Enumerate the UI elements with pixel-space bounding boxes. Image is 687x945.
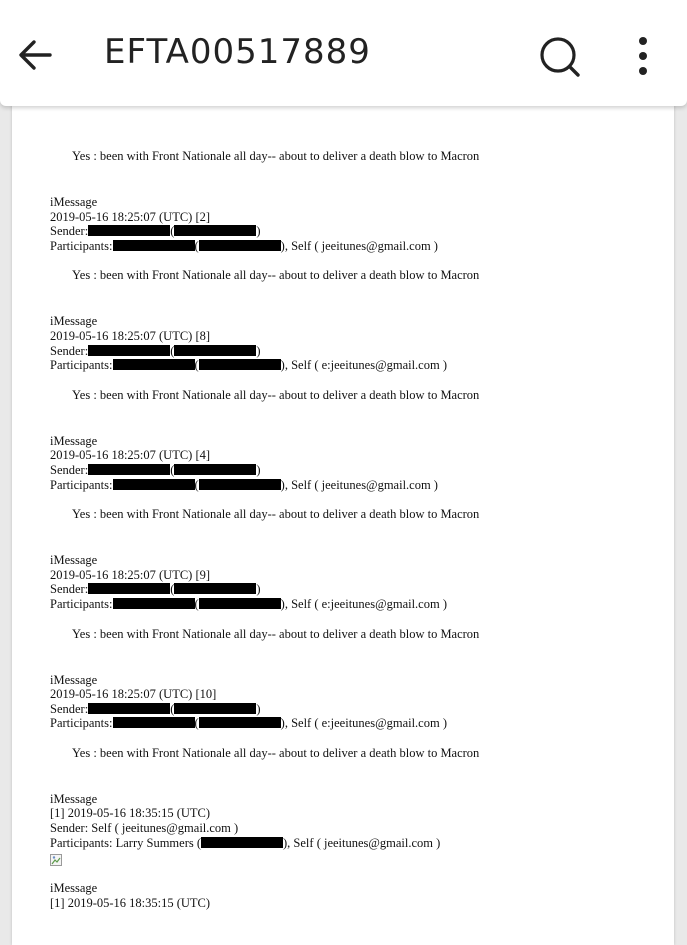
self-participant: ), Self ( jeeitunes@gmail.com ) xyxy=(283,835,441,850)
record-timestamp: 2019-05-16 18:25:07 (UTC) [2] xyxy=(50,209,211,224)
paren-open: ( xyxy=(170,224,175,239)
redaction-bar xyxy=(199,479,281,490)
sender-label: Sender: xyxy=(50,462,89,477)
redaction-bar xyxy=(201,837,283,848)
record-type: iMessage xyxy=(50,433,98,448)
redaction-bar xyxy=(113,359,195,370)
paren-open: ( xyxy=(194,716,199,731)
message-text: Yes : been with Front Nationale all day-- about to deliver a death blow to Macron xyxy=(72,149,480,163)
record-type: iMessage xyxy=(50,195,98,209)
paren-open: ( xyxy=(170,462,175,477)
redaction-bar xyxy=(174,703,256,714)
document-title: EFTA00517889 xyxy=(104,32,371,72)
message-text: Yes : been with Front Nationale all day-- about to deliver a death blow to Macron xyxy=(72,745,480,760)
record-type: iMessage xyxy=(50,672,98,687)
more-vert-icon[interactable] xyxy=(628,34,658,78)
redaction-bar xyxy=(113,717,195,728)
paren-close: ) xyxy=(256,343,261,358)
redaction-bar xyxy=(88,583,170,594)
sender-line: Sender: Self ( jeeitunes@gmail.com ) xyxy=(50,821,239,836)
sender-label: Sender: xyxy=(50,582,89,597)
redaction-bar xyxy=(174,464,256,475)
message-text: Yes : been with Front Nationale all day-- about to deliver a death blow to Macron xyxy=(72,626,480,641)
participants-line xyxy=(50,836,650,851)
paren-open: ( xyxy=(170,701,175,716)
message-text: Yes : been with Front Nationale all day-- about to deliver a death blow to Macron xyxy=(72,268,480,283)
paren-close: ) xyxy=(256,224,261,239)
sender-line xyxy=(50,582,650,597)
imessage-record xyxy=(50,195,650,283)
record-type: iMessage xyxy=(50,881,98,896)
arrow-left-icon[interactable] xyxy=(14,34,56,76)
paren-open: ( xyxy=(194,358,199,373)
sender-label: Sender: xyxy=(50,343,89,358)
sender-line xyxy=(50,702,650,717)
record-timestamp: 2019-05-16 18:25:07 (UTC) [8] xyxy=(50,328,211,343)
imessage-record xyxy=(50,314,650,402)
document-page[interactable] xyxy=(12,104,674,945)
record-timestamp: 2019-05-16 18:25:07 (UTC) [4] xyxy=(50,448,211,463)
participants-label: Participants: xyxy=(50,716,113,731)
paren-close: ) xyxy=(256,701,261,716)
paren-close: ) xyxy=(256,462,261,477)
participants-label: Participants: xyxy=(50,596,113,611)
paren-open: ( xyxy=(170,582,175,597)
document-body xyxy=(50,149,650,910)
participants-line xyxy=(50,716,650,731)
participants-line xyxy=(50,358,650,373)
imessage-record xyxy=(50,434,650,522)
record-timestamp: 2019-05-16 18:25:07 (UTC) [9] xyxy=(50,567,211,582)
participants-line xyxy=(50,597,650,612)
participants-label: Participants: xyxy=(50,358,113,373)
redaction-bar xyxy=(88,703,170,714)
message-text: Yes : been with Front Nationale all day-- about to deliver a death blow to Macron xyxy=(72,387,480,402)
paren-close: ) xyxy=(256,582,261,597)
search-icon[interactable] xyxy=(536,33,584,81)
self-participant: ), Self ( jeeitunes@gmail.com ) xyxy=(280,477,438,492)
participants-prefix: Participants: Larry Summers ( xyxy=(50,835,202,850)
imessage-record xyxy=(50,673,650,761)
message-text: Yes : been with Front Nationale all day-- about to deliver a death blow to Macron xyxy=(72,507,480,522)
imessage-record xyxy=(50,792,650,866)
record-type: iMessage xyxy=(50,314,98,329)
broken-image-icon[interactable] xyxy=(50,854,62,866)
redaction-bar xyxy=(88,345,170,356)
redaction-bar xyxy=(199,240,281,251)
participants-label: Participants: xyxy=(50,477,113,492)
redaction-bar xyxy=(113,240,195,251)
redaction-bar xyxy=(199,717,281,728)
self-participant: ), Self ( e:jeeitunes@gmail.com ) xyxy=(280,596,447,611)
redaction-bar xyxy=(174,225,256,236)
self-participant: ), Self ( e:jeeitunes@gmail.com ) xyxy=(280,716,447,731)
redaction-bar xyxy=(113,598,195,609)
redaction-bar xyxy=(199,359,281,370)
redaction-bar xyxy=(88,225,170,236)
sender-line xyxy=(50,224,650,239)
redaction-bar xyxy=(174,345,256,356)
record-timestamp: [1] 2019-05-16 18:35:15 (UTC) xyxy=(50,806,211,821)
redaction-bar xyxy=(199,598,281,609)
redaction-bar xyxy=(174,583,256,594)
record-timestamp: [1] 2019-05-16 18:35:15 (UTC) xyxy=(50,895,211,910)
imessage-record xyxy=(50,553,650,641)
record-timestamp: 2019-05-16 18:25:07 (UTC) [10] xyxy=(50,687,217,702)
paren-open: ( xyxy=(194,238,199,253)
self-participant: ), Self ( jeeitunes@gmail.com ) xyxy=(280,238,438,253)
sender-label: Sender: xyxy=(50,701,89,716)
record-type: iMessage xyxy=(50,553,98,568)
participants-line xyxy=(50,239,650,254)
redaction-bar xyxy=(88,464,170,475)
participants-line xyxy=(50,478,650,493)
imessage-record xyxy=(50,881,650,910)
redaction-bar xyxy=(113,479,195,490)
app-bar xyxy=(0,0,687,106)
sender-line xyxy=(50,344,650,359)
paren-open: ( xyxy=(194,477,199,492)
self-participant: ), Self ( e:jeeitunes@gmail.com ) xyxy=(280,358,447,373)
paren-open: ( xyxy=(194,596,199,611)
sender-line xyxy=(50,463,650,478)
sender-label: Sender: xyxy=(50,224,89,239)
paren-open: ( xyxy=(170,343,175,358)
record-type: iMessage xyxy=(50,791,98,806)
participants-label: Participants: xyxy=(50,238,113,253)
